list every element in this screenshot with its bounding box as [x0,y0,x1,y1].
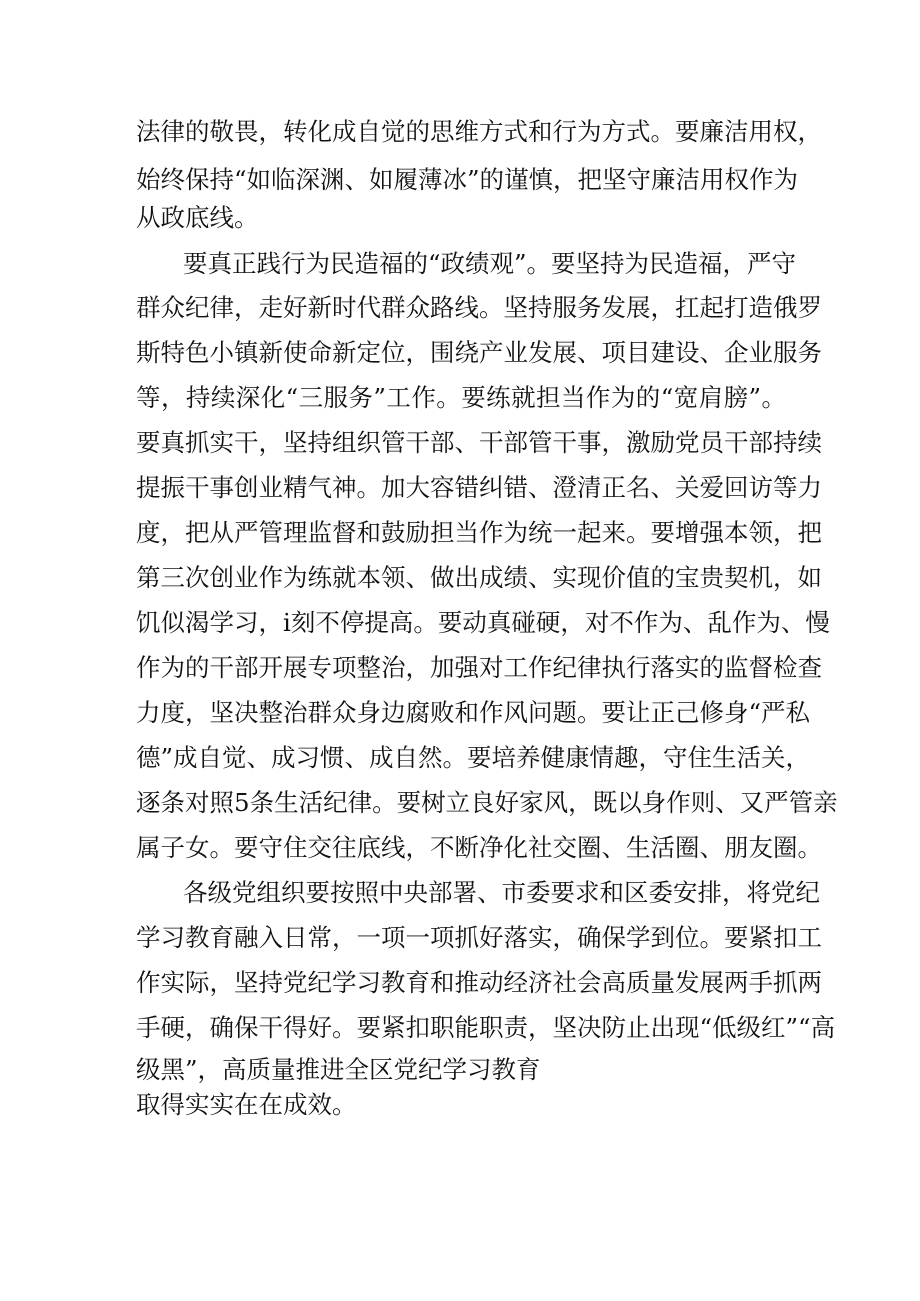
text-line: 德”成自觉、成习惯、成自然。要培养健康情趣，守住生活关， [136,743,811,772]
text-line: 力度，坚决整治群众身边腐败和作风问题。要让正己修身“严私 [136,698,811,727]
text-line: 级黑”，高质量推进全区党纪学习教育 [136,1055,541,1084]
text-line: 饥似渴学习，i刻不停提高。要动真碰硬，对不作为、乱作为、慢 [136,608,830,637]
paragraph-first-line: 要真正践行为民造福的“政绩观”。要坚持为民造福，严守 [183,249,797,278]
text-line: 第三次创业作为练就本领、做出成绩、实现价值的宝贵契机，如 [136,563,822,592]
text-line: 斯特色小镇新使命新定位，围绕产业发展、项目建设、企业服务 [136,338,822,367]
text-line: 群众纪律，走好新时代群众路线。坚持服务发展，扛起打造俄罗 [136,293,822,322]
text-line: 始终保持“如临深渊、如履薄冰”的谨慎，把坚守廉洁用权作为 [136,165,799,194]
text-line: 从政底线。 [136,203,259,232]
text-line: 法律的敬畏，转化成自觉的思维方式和行为方式。要廉洁用权， [136,117,822,146]
text-line: 取得实实在在成效。 [136,1090,357,1119]
text-line: 逐条对照5条生活纪律。要树立良好家风，既以身作则、又严管亲 [136,788,838,817]
text-line: 要真抓实干，坚持组织管干部、干部管干事，激励党员干部持续 [136,428,822,457]
text-line: 度，把从严管理监督和鼓励担当作为统一起来。要增强本领，把 [136,518,822,547]
text-line: 手硬，确保干得好。要紧扣职能职责，坚决防止出现“低级红”“高 [136,1013,836,1042]
text-line: 作实际，坚持党纪学习教育和推动经济社会高质量发展两手抓两 [136,968,822,997]
text-line: 作为的干部开展专项整治，加强对工作纪律执行落实的监督检查 [136,653,822,682]
text-line: 属子女。要守住交往底线，不断净化社交圈、生活圈、朋友圈。 [136,833,822,862]
text-line: 等，持续深化“三服务”工作。要练就担当作为的“宽肩膀”。 [136,383,786,412]
paragraph-first-line: 各级党组织要按照中央部署、市委要求和区委安排，将党纪 [183,878,820,907]
text-line: 学习教育融入日常，一项一项抓好落实，确保学到位。要紧扣工 [136,923,822,952]
text-line: 提振干事创业精气神。加大容错纠错、澄清正名、关爱回访等力 [136,473,822,502]
